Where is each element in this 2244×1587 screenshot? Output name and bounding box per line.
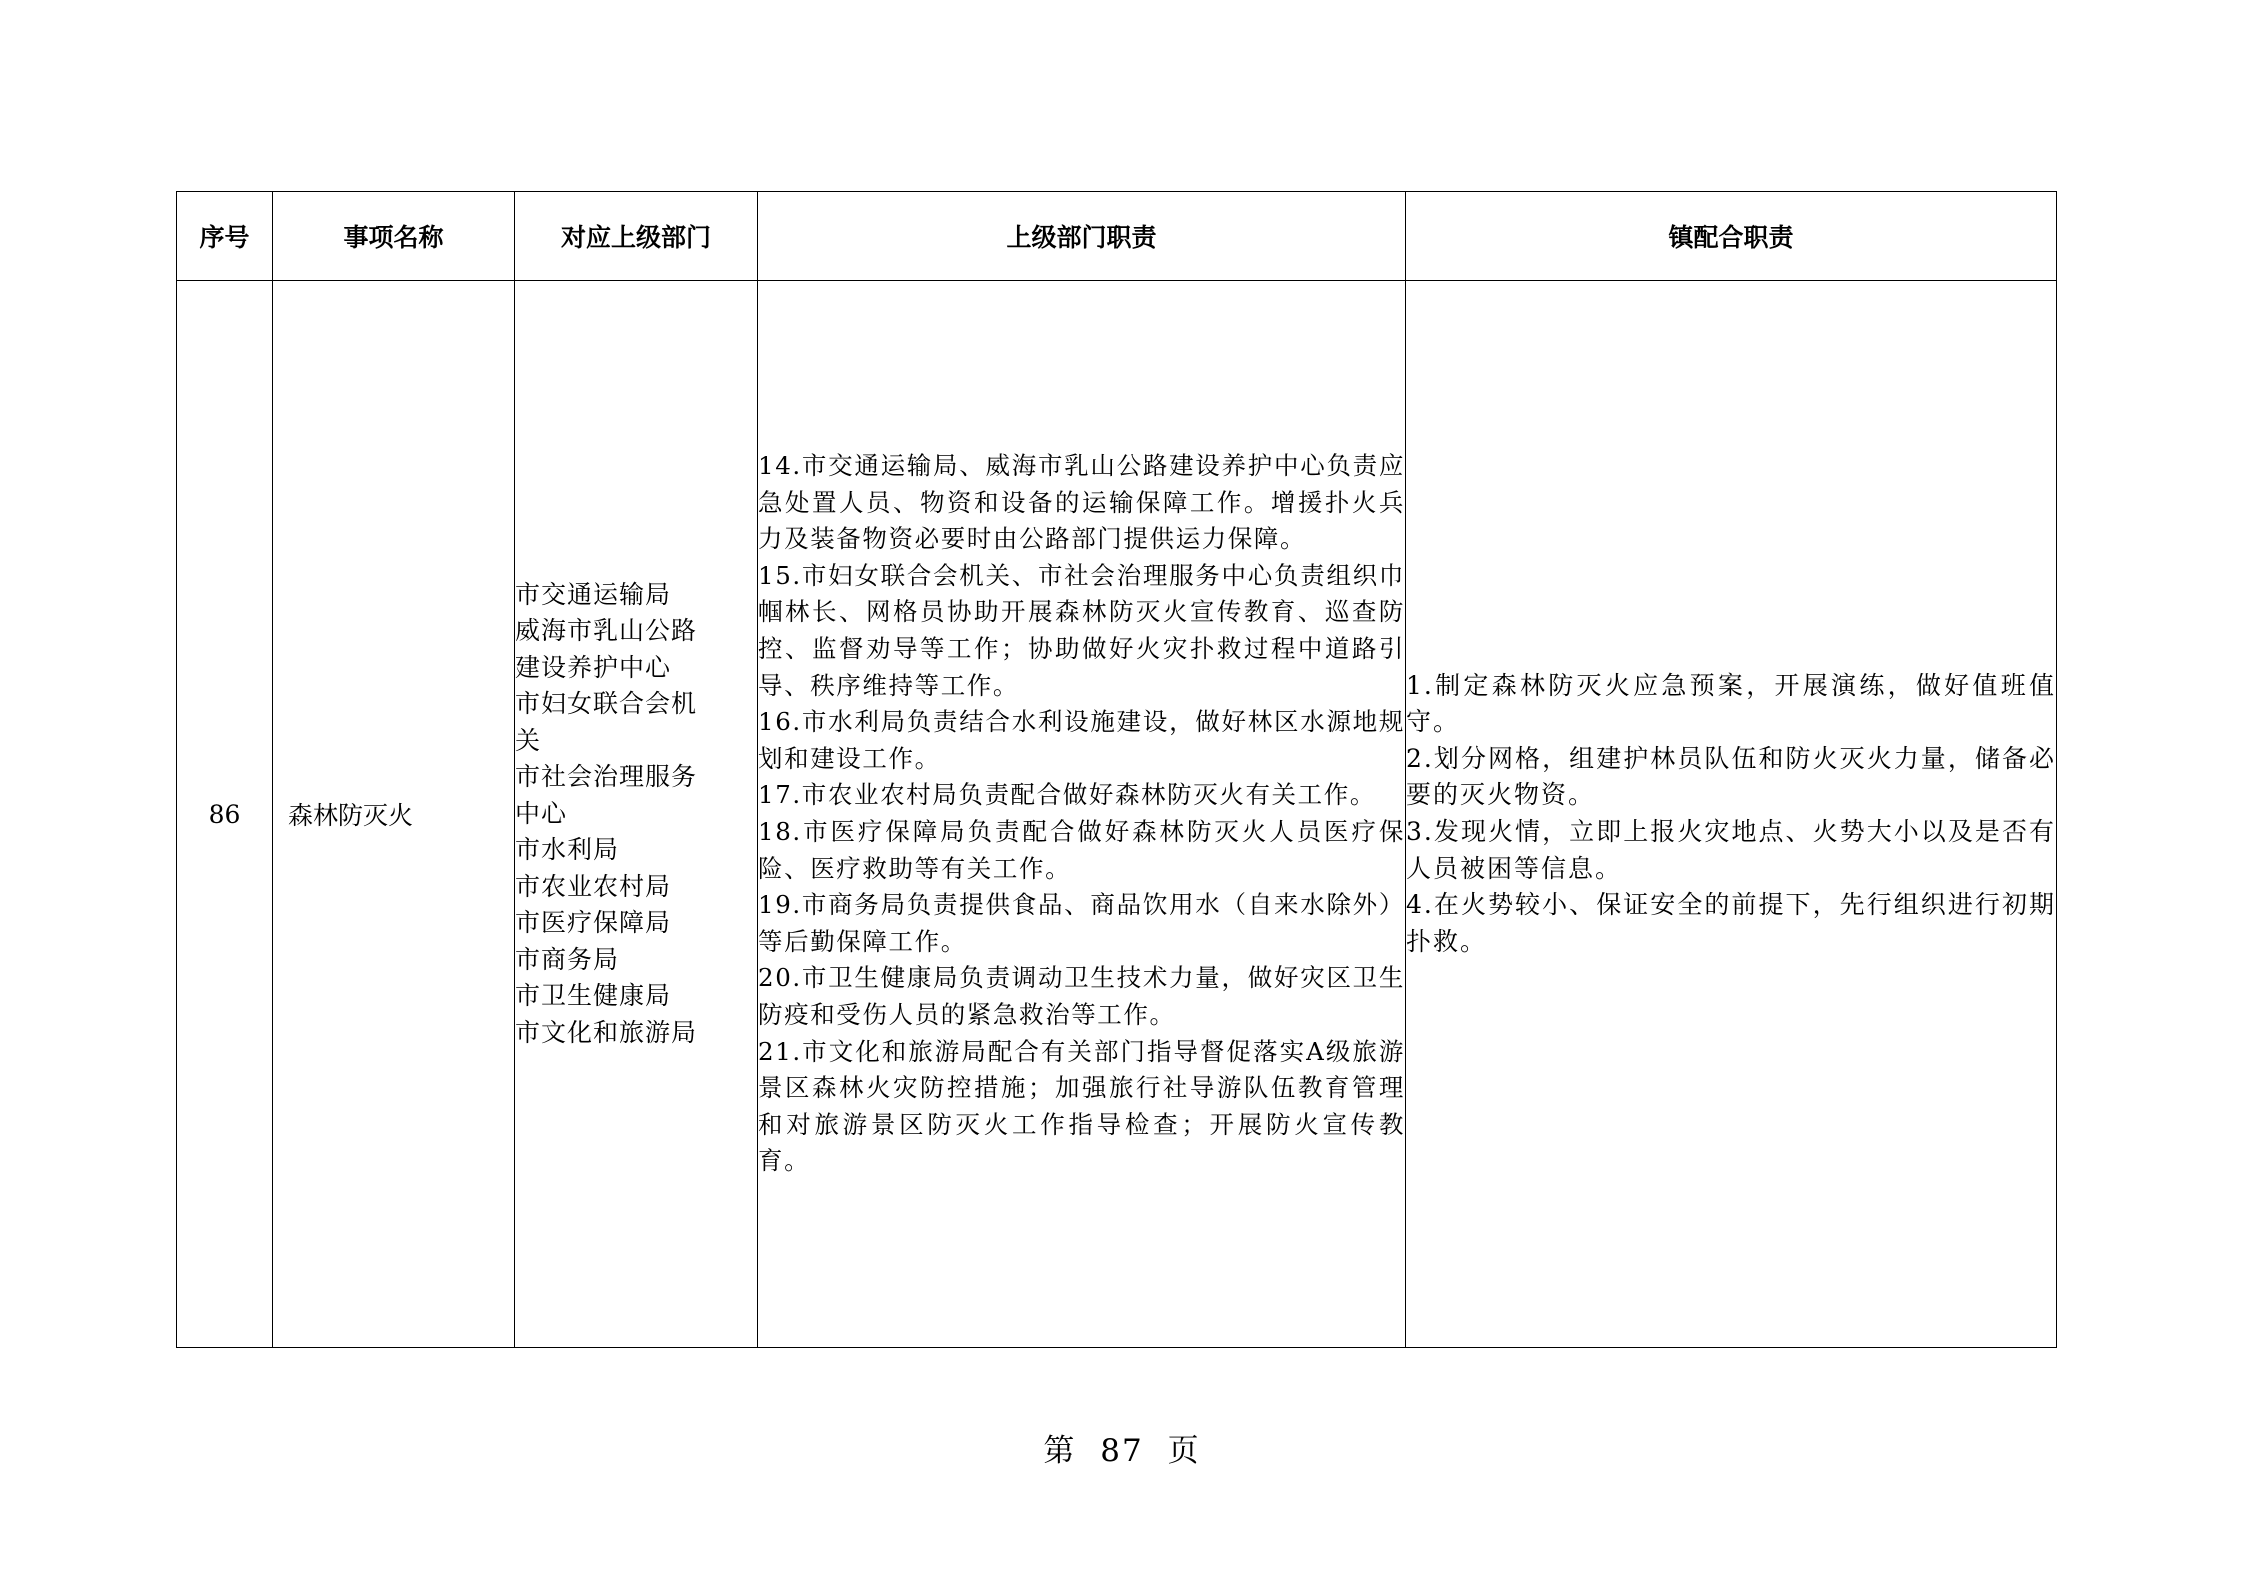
page-number-value: 87 [1100, 1433, 1144, 1469]
department-item: 市商务局 [515, 944, 620, 974]
department-item: 关 [515, 725, 542, 755]
duty-item: 20.市卫生健康局负责调动卫生技术力量，做好灾区卫生防疫和受伤人员的紧急救治等工作。 [758, 963, 1405, 1029]
responsibility-table [176, 191, 2057, 1348]
town-duty-item: 1.制定森林防灭火应急预案，开展演练，做好值班值守。 [1406, 670, 2056, 737]
duty-item: 21.市文化和旅游局配合有关部门指导督促落实A级旅游景区森林火灾防控措施；加强旅行社导游队伍教育管理和对旅游景区防灭火工作指导检查；开展防火宣传教育。 [758, 1036, 1405, 1176]
row-serial-number: 86 [177, 281, 273, 1348]
department-item: 市文化和旅游局 [515, 1017, 698, 1047]
department-item: 市医疗保障局 [515, 908, 672, 938]
town-duty-item: 2.划分网格，组建护林员队伍和防火灭火力量，储备必要的灭火物资。 [1406, 743, 2056, 810]
department-item: 市交通运输局 [515, 579, 672, 609]
department-item: 市卫生健康局 [515, 981, 672, 1011]
header-town-duties: 镇配合职责 [1406, 192, 2057, 281]
duty-item: 16.市水利局负责结合水利设施建设，做好林区水源地规划和建设工作。 [758, 707, 1405, 773]
page-number [0, 1425, 2244, 1470]
table-row [177, 281, 2057, 1348]
duty-item: 17.市农业农村局负责配合做好森林防灭火有关工作。 [758, 780, 1376, 810]
row-item-name: 森林防灭火 [273, 281, 515, 1348]
row-town-duties [1406, 281, 2057, 1348]
header-item-name: 事项名称 [273, 192, 515, 281]
duty-item: 18.市医疗保障局负责配合做好森林防灭火人员医疗保险、医疗救助等有关工作。 [758, 817, 1405, 883]
page-number-prefix: 第 [1043, 1433, 1077, 1469]
department-item: 中心 [515, 798, 568, 828]
town-duty-item: 4.在火势较小、保证安全的前提下，先行组织进行初期扑救。 [1406, 890, 2056, 956]
duty-item: 19.市商务局负责提供食品、商品饮用水（自来水除外）等后勤保障工作。 [758, 890, 1405, 956]
department-item: 建设养护中心 [515, 652, 672, 682]
duty-item: 15.市妇女联合会机关、市社会治理服务中心负责组织巾帼林长、网格员协助开展森林防灭火宣传教育、巡查防控、监督劝导等工作；协助做好火灾扑救过程中道路引导、秩序维持等工作。 [758, 560, 1405, 700]
table-header-row [177, 192, 2057, 281]
department-item: 市妇女联合会机 [515, 689, 698, 719]
row-superior-duties [758, 281, 1406, 1348]
duty-item: 14.市交通运输局、威海市乳山公路建设养护中心负责应急处置人员、物资和设备的运输保障工作。增援扑火兵力及装备物资必要时由公路部门提供运力保障。 [758, 451, 1405, 554]
town-duty-item: 3.发现火情，立即上报火灾地点、火势大小以及是否有人员被困等信息。 [1406, 817, 2056, 883]
department-item: 市农业农村局 [515, 871, 672, 901]
department-item: 市水利局 [515, 835, 620, 865]
page-number-suffix: 页 [1167, 1433, 1201, 1469]
header-superior-department: 对应上级部门 [515, 192, 758, 281]
header-superior-duties: 上级部门职责 [758, 192, 1406, 281]
department-item: 市社会治理服务 [515, 762, 698, 792]
header-serial-number: 序号 [177, 192, 273, 281]
row-departments [515, 281, 758, 1348]
department-item: 威海市乳山公路 [515, 616, 698, 646]
